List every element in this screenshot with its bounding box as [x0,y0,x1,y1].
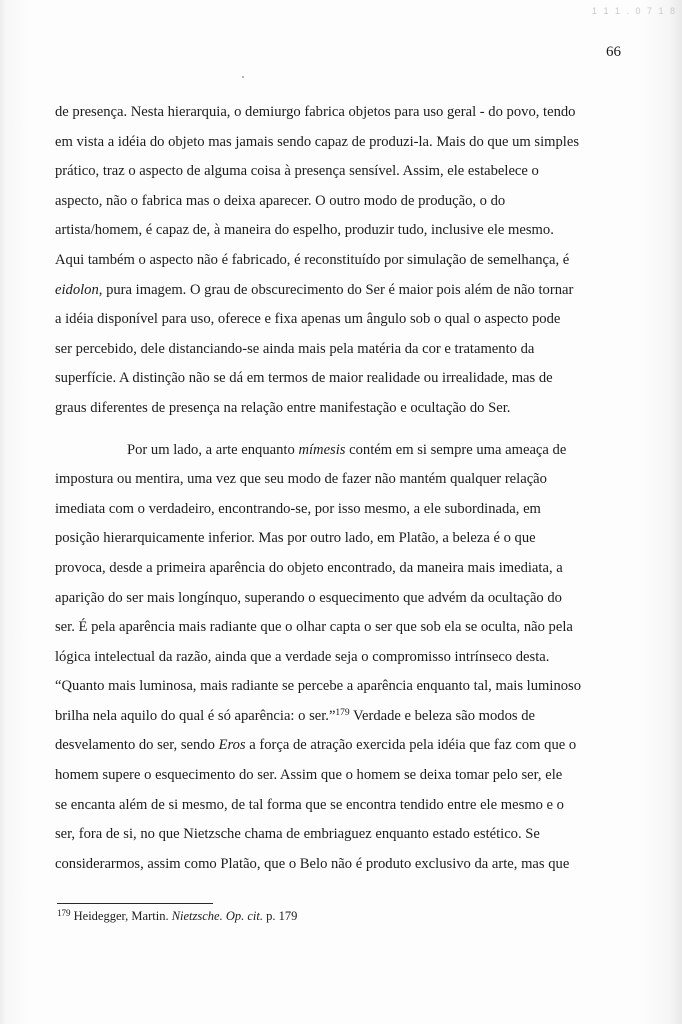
footnote-author: Heidegger, Martin. [70,909,172,923]
page-number: 66 [606,44,621,60]
paragraph-2-line: lógica intelectual da razão, ainda que a verdade seja o compromisso intrínseco desta. [55,648,550,665]
paragraph-1-line: superfície. A distinção não se dá em termos de maior realidade ou irrealidade, mas de [55,370,553,387]
footnote-number: 179 [57,908,71,918]
paragraph-2-line: ser. É pela aparência mais radiante que o olhar capta o ser que sob ela se oculta, não pela [55,619,573,636]
paragraph-2-line: imediata com o verdadeiro, encontrando-se, por isso mesmo, a ele subordinada, em [55,500,541,517]
paragraph-1-line: em vista a idéia do objeto mas jamais sendo capaz de produzi-la. Mais do que um simples [55,133,580,150]
body-text [55,98,615,879]
footnote-ref: 179 [335,707,350,718]
paragraph-1-line: eidolon, pura imagem. O grau de obscurecimento do Ser é maior pois além de não tornar [55,281,574,298]
paragraph-2-line: brilha nela aquilo do qual é só aparência: o ser.”$^{179}$ Verdade e beleza são modos de [55,707,535,724]
footnote-title: Nietzsche. Op. cit. [171,909,264,923]
paragraph-1-line: graus diferentes de presença na relação entre manifestação e ocultação do Ser. [55,399,511,416]
paragraph-2-line: desvelamento do ser, sendo Eros a força de atração exercida pela idéia que faz com que o [55,737,577,754]
paragraph-2-line: considerarmos, assim como Platão, que o Belo não é produto exclusivo da arte, mas que [55,855,570,872]
italic-term: mímesis [298,441,346,458]
italic-term: eidolon [55,281,99,298]
paragraph-1-line: ser percebido, dele distanciando-se ainda mais pela matéria da cor e tratamento da [55,340,535,357]
footnote-page: p. 179 [263,909,298,923]
paragraph-2-line: ser, fora de si, no que Nietzsche chama de embriaguez enquanto estado estético. Se [55,826,540,843]
paragraph-gap [55,424,615,436]
paragraph-1-line: a idéia disponível para uso, oferece e fixa apenas um ângulo sob o qual o aspecto pode [55,311,561,328]
paragraph-1-line: de presença. Nesta hierarquia, o demiurgo fabrica objetos para uso geral - do povo, tendo [55,104,576,120]
footnote-divider [57,903,213,904]
italic-term: Eros [218,737,246,754]
paragraph-1-line: aspecto, não o fabrica mas o deixa aparecer. O outro modo de produção, o do [55,192,506,209]
paragraph-2-line: posição hierarquicamente inferior. Mas por outro lado, em Platão, a beleza é o que [55,530,536,547]
paragraph-2-line: provoca, desde a primeira aparência do objeto encontrado, da maneira mais imediata, a [55,559,563,576]
footnote [57,909,297,924]
paragraph-1-line: Aqui também o aspecto não é fabricado, é reconstituído por simulação de semelhança, é [55,251,570,268]
scan-speck [242,76,244,78]
paragraph-2-line: Por um lado, a arte enquanto mímesis contém em si sempre uma ameaça de [127,441,567,458]
paragraph-2-line: impostura ou mentira, uma vez que seu modo de fazer não mantém qualquer relação [55,471,547,488]
paragraph-1-line: artista/homem, é capaz de, à maneira do espelho, produzir tudo, inclusive ele mesmo. [55,222,554,239]
paragraph-2-line: aparição do ser mais longínquo, superando o esquecimento que advém da ocultação do [55,589,562,606]
paragraph-2-line: homem supere o esquecimento do ser. Assim que o homem se deixa tomar pelo ser, ele [55,767,563,784]
archive-stamp: 1 1 1 . 0 7 1 8 [592,6,678,16]
paragraph-2-line: se encanta além de si mesmo, de tal forma que se encontra tendido entre ele mesmo e o [55,796,564,813]
paragraph-2-line: “Quanto mais luminosa, mais radiante se percebe a aparência enquanto tal, mais luminoso [55,678,582,695]
paragraph-1-line: prático, traz o aspecto de alguma coisa à presença sensível. Assim, ele estabelece o [55,163,539,180]
